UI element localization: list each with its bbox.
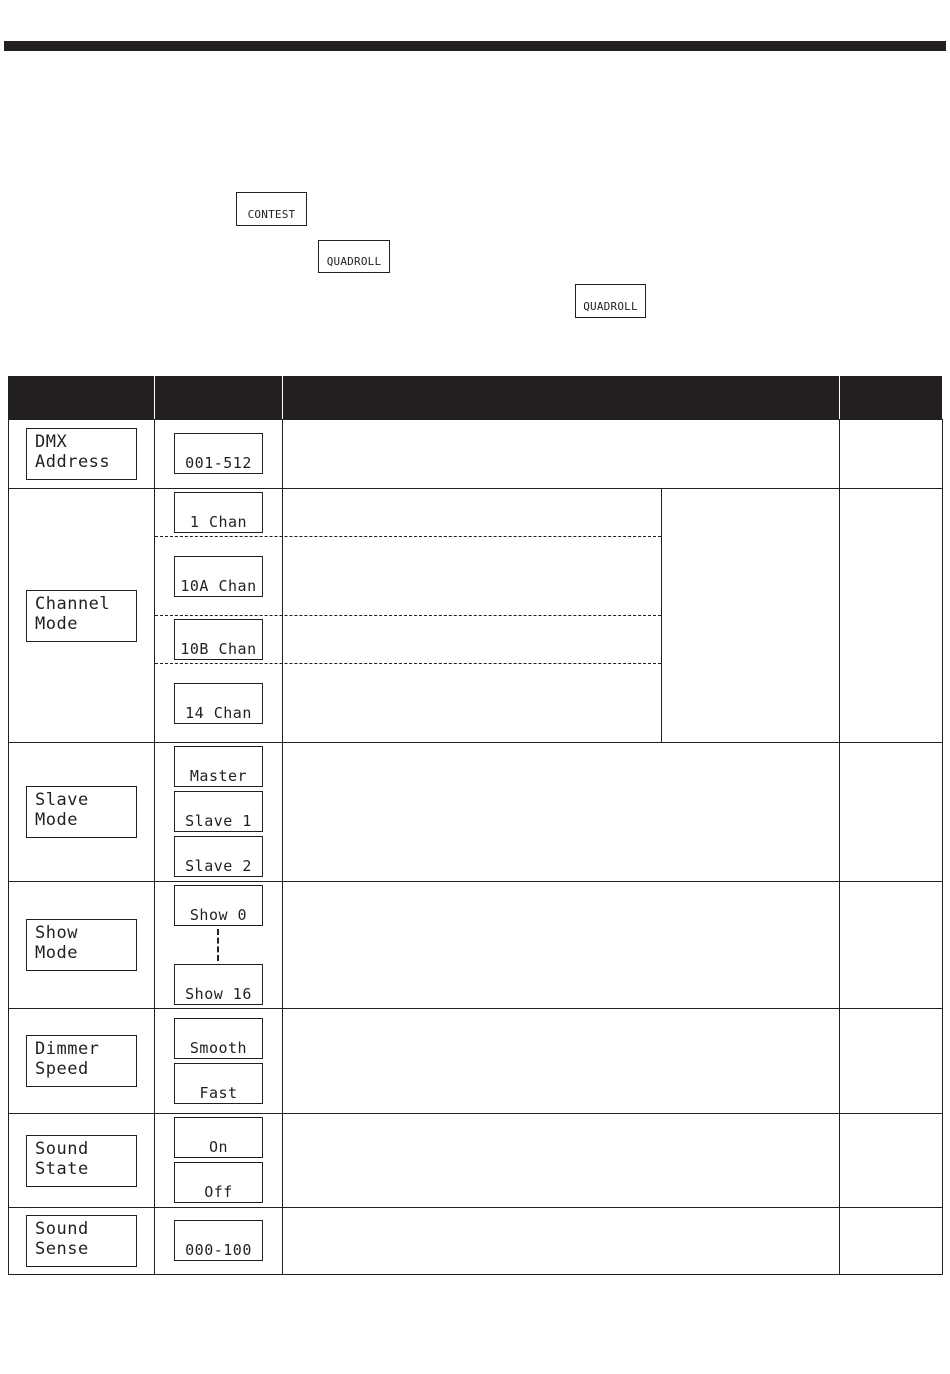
option-10b-chan: 10B Chan — [174, 619, 263, 660]
option-14-chan: 14 Chan — [174, 683, 263, 724]
table-header — [8, 376, 942, 419]
menu-label-show-mode: Show Mode — [26, 919, 137, 971]
option-fast: Fast — [174, 1063, 263, 1104]
menu-label-sound-state: Sound State — [26, 1135, 137, 1187]
option-on: On — [174, 1117, 263, 1158]
option-smooth: Smooth — [174, 1018, 263, 1059]
menu-label-sound-sense: Sound Sense — [26, 1215, 137, 1267]
quadroll-display-key: QUADROLL — [318, 240, 390, 273]
menu-label-channel-mode: Channel Mode — [26, 590, 137, 642]
quadroll-display-key: QUADROLL — [575, 284, 646, 318]
option-show-0: Show 0 — [174, 885, 263, 926]
menu-label-dimmer-speed: Dimmer Speed — [26, 1035, 137, 1087]
option-master: Master — [174, 746, 263, 787]
menu-label-dmx-address: DMX Address — [26, 428, 137, 480]
option-off: Off — [174, 1162, 263, 1203]
option-1-chan: 1 Chan — [174, 492, 263, 533]
contest-display-key: CONTEST — [236, 192, 307, 226]
option-10a-chan: 10A Chan — [174, 556, 263, 597]
menu-label-slave-mode: Slave Mode — [26, 786, 137, 838]
option-slave-1: Slave 1 — [174, 791, 263, 832]
option-slave-2: Slave 2 — [174, 836, 263, 877]
option-dmx-address-range: 001-512 — [174, 433, 263, 474]
option-sound-sense-range: 000-100 — [174, 1220, 263, 1261]
header-bar — [4, 41, 946, 51]
option-show-16: Show 16 — [174, 964, 263, 1005]
